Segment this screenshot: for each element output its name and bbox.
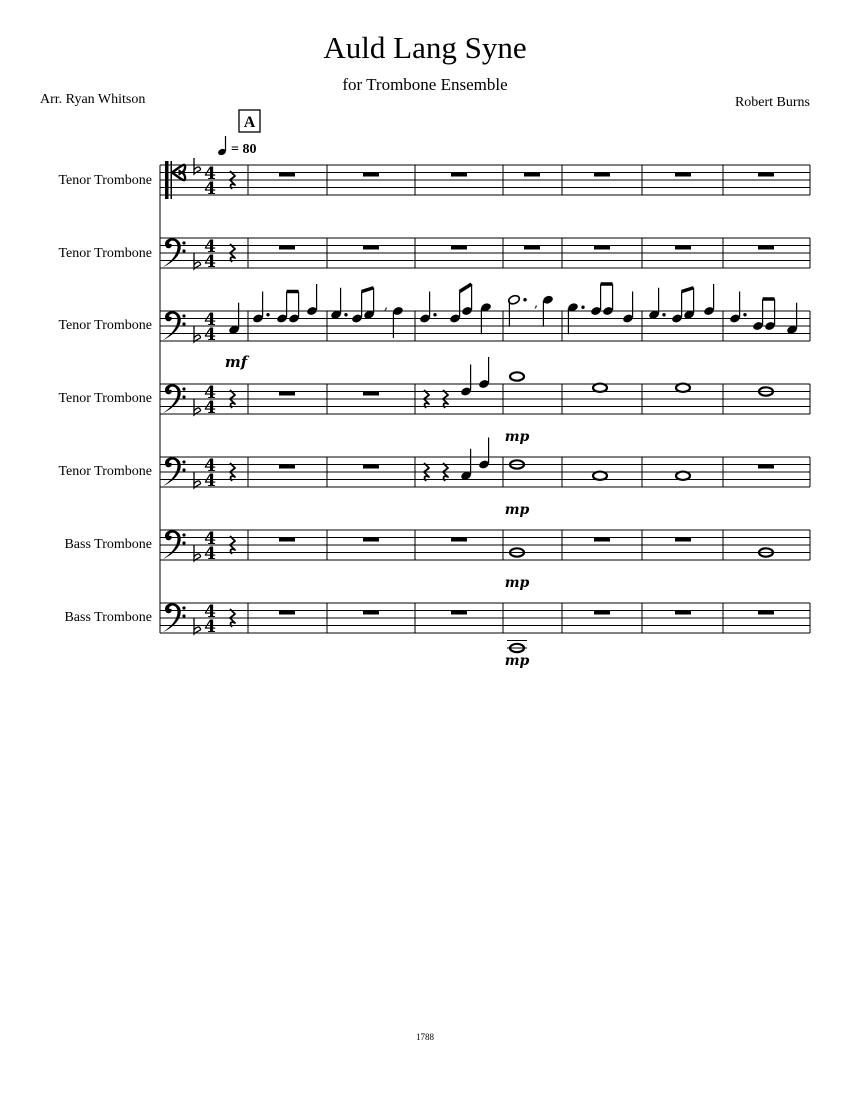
whole-rest-icon bbox=[675, 246, 691, 250]
svg-text:= 80: = 80 bbox=[231, 142, 257, 157]
note bbox=[478, 357, 490, 389]
whole-rest-icon bbox=[675, 611, 691, 615]
whole-rest-icon bbox=[594, 246, 610, 250]
time-signature bbox=[204, 383, 216, 418]
note bbox=[478, 438, 490, 470]
time-signature bbox=[204, 602, 216, 637]
note bbox=[288, 292, 300, 324]
dynamic-mp: mp bbox=[504, 653, 530, 669]
whole-rest-icon bbox=[594, 538, 610, 542]
note bbox=[752, 299, 764, 331]
staff-6-name: Bass Trombone bbox=[64, 537, 152, 552]
note bbox=[351, 292, 363, 324]
svg-text:4: 4 bbox=[204, 456, 216, 476]
tempo-marking bbox=[217, 136, 256, 157]
staff-2 bbox=[160, 237, 810, 272]
whole-rest-icon bbox=[363, 538, 379, 542]
note bbox=[622, 292, 634, 324]
note bbox=[510, 372, 524, 380]
dynamic-mp: mp bbox=[504, 429, 530, 445]
note bbox=[460, 365, 472, 397]
whole-rest-icon bbox=[279, 246, 295, 250]
whole-rest-icon bbox=[279, 173, 295, 177]
whole-rest-icon bbox=[363, 392, 379, 396]
svg-text:4: 4 bbox=[204, 164, 216, 184]
svg-text:4: 4 bbox=[204, 544, 216, 564]
whole-rest-icon bbox=[594, 611, 610, 615]
score-subtitle: for Trombone Ensemble bbox=[342, 75, 508, 94]
augmentation-dot bbox=[662, 313, 665, 316]
note bbox=[507, 294, 520, 327]
note bbox=[676, 472, 690, 480]
note bbox=[593, 384, 607, 392]
svg-text:4: 4 bbox=[204, 325, 216, 345]
staff-1 bbox=[160, 158, 810, 199]
whole-rest-icon bbox=[594, 173, 610, 177]
beam bbox=[362, 288, 374, 292]
staff-7 bbox=[160, 602, 810, 637]
staff-7-name: Bass Trombone bbox=[64, 610, 152, 625]
note bbox=[449, 292, 461, 324]
time-signature bbox=[204, 529, 216, 564]
whole-rest-icon bbox=[758, 611, 774, 615]
whole-rest-icon bbox=[675, 538, 691, 542]
augmentation-dot bbox=[523, 298, 526, 301]
whole-rest-icon bbox=[451, 611, 467, 615]
rehearsal-mark: A bbox=[243, 114, 256, 131]
arranger-credit: Arr. Ryan Whitson bbox=[40, 92, 146, 107]
note bbox=[593, 472, 607, 480]
staff-6 bbox=[160, 529, 810, 564]
breath-mark: , bbox=[384, 298, 389, 313]
footer-year: 1788 bbox=[416, 1032, 434, 1042]
whole-rest-icon bbox=[524, 173, 540, 177]
whole-rest-icon bbox=[758, 465, 774, 469]
staff-4 bbox=[160, 383, 810, 418]
svg-text:4: 4 bbox=[204, 310, 216, 330]
staff-5-name: Tenor Trombone bbox=[58, 464, 152, 479]
flat-icon bbox=[194, 158, 201, 174]
svg-text:4: 4 bbox=[204, 252, 216, 272]
note bbox=[276, 292, 288, 324]
augmentation-dot bbox=[581, 306, 584, 309]
whole-rest-icon bbox=[363, 611, 379, 615]
svg-text:4: 4 bbox=[204, 602, 216, 622]
staff-4-name: Tenor Trombone bbox=[58, 391, 152, 406]
whole-rest-icon bbox=[451, 246, 467, 250]
svg-text:4: 4 bbox=[204, 383, 216, 403]
dynamic-mp: mp bbox=[504, 502, 530, 518]
beam bbox=[682, 288, 694, 292]
augmentation-dot bbox=[433, 313, 436, 316]
whole-rest-icon bbox=[279, 392, 295, 396]
breath-mark: , bbox=[534, 296, 539, 311]
augmentation-dot bbox=[743, 313, 746, 316]
augmentation-dot bbox=[344, 313, 347, 316]
whole-rest-icon bbox=[451, 538, 467, 542]
time-signature bbox=[204, 164, 216, 199]
flat-icon bbox=[194, 253, 201, 269]
note bbox=[252, 292, 264, 324]
note bbox=[330, 288, 342, 320]
augmentation-dot bbox=[266, 313, 269, 316]
whole-rest-icon bbox=[758, 173, 774, 177]
whole-rest-icon bbox=[279, 538, 295, 542]
flat-icon bbox=[194, 545, 201, 561]
composer-credit: Robert Burns bbox=[734, 95, 810, 110]
whole-rest-icon bbox=[758, 246, 774, 250]
score-title: Auld Lang Syne bbox=[323, 30, 527, 65]
note bbox=[764, 299, 776, 331]
flat-icon bbox=[194, 618, 201, 634]
whole-rest-icon bbox=[675, 173, 691, 177]
beam bbox=[460, 284, 472, 292]
dynamic-mf: mf bbox=[224, 353, 248, 371]
time-signature bbox=[204, 456, 216, 491]
note bbox=[419, 292, 431, 324]
flat-icon bbox=[194, 399, 201, 415]
svg-text:4: 4 bbox=[204, 529, 216, 549]
note bbox=[590, 284, 602, 316]
whole-rest-icon bbox=[451, 173, 467, 177]
whole-rest-icon bbox=[279, 465, 295, 469]
time-signature bbox=[204, 237, 216, 272]
note bbox=[306, 284, 318, 316]
note bbox=[671, 292, 683, 324]
note bbox=[683, 288, 695, 320]
note bbox=[729, 292, 741, 324]
flat-icon bbox=[194, 326, 201, 342]
dynamic-mp: mp bbox=[504, 575, 530, 591]
time-signature bbox=[204, 310, 216, 345]
note bbox=[363, 288, 375, 320]
whole-rest-icon bbox=[524, 246, 540, 250]
flat-icon bbox=[194, 472, 201, 488]
svg-text:4: 4 bbox=[204, 237, 216, 257]
staff-2-name: Tenor Trombone bbox=[58, 246, 152, 261]
svg-text:4: 4 bbox=[204, 617, 216, 637]
whole-rest-icon bbox=[363, 173, 379, 177]
staff-3-name: Tenor Trombone bbox=[58, 318, 152, 333]
whole-rest-icon bbox=[279, 611, 295, 615]
svg-text:4: 4 bbox=[204, 179, 216, 199]
staff-1-name: Tenor Trombone bbox=[58, 173, 152, 188]
note bbox=[676, 384, 690, 392]
note bbox=[648, 288, 660, 320]
whole-rest-icon bbox=[363, 465, 379, 469]
whole-rest-icon bbox=[363, 246, 379, 250]
svg-text:4: 4 bbox=[204, 471, 216, 491]
svg-text:4: 4 bbox=[204, 398, 216, 418]
note bbox=[703, 284, 715, 316]
note bbox=[602, 284, 614, 316]
